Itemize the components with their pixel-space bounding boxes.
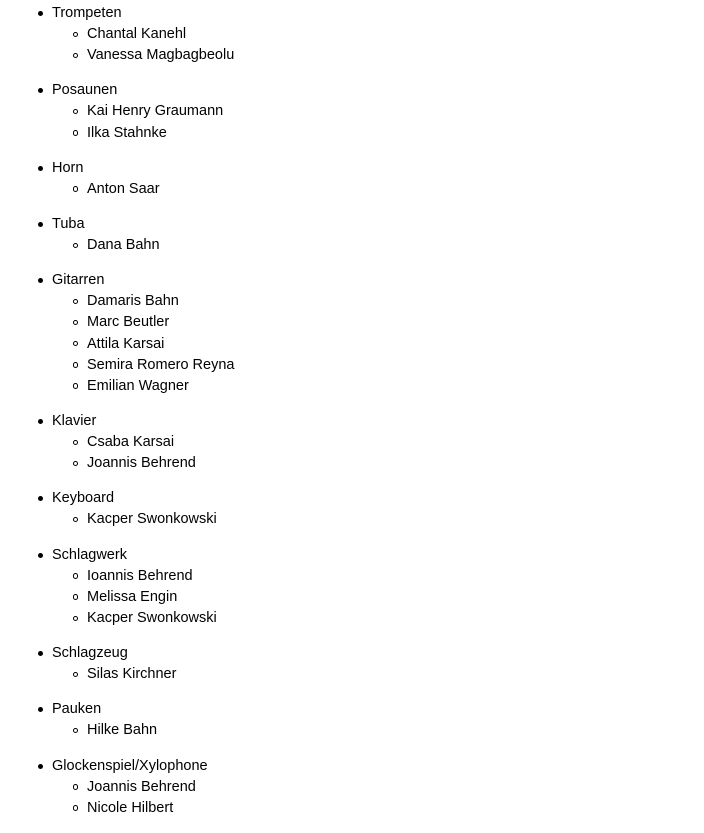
section-label: Pauken xyxy=(52,701,102,718)
member-name: Chantal Kanehl xyxy=(87,26,187,42)
member-name: Nicole Hilbert xyxy=(87,799,174,816)
member-item xyxy=(87,123,704,144)
section-label: Tuba xyxy=(52,215,85,232)
instrument-section xyxy=(52,699,704,741)
disc-bullet-icon xyxy=(38,11,43,16)
member-name: Hilke Bahn xyxy=(87,722,158,739)
member-item xyxy=(87,777,704,798)
member-item xyxy=(87,312,704,333)
circle-bullet-icon xyxy=(73,573,78,578)
circle-bullet-icon xyxy=(73,243,78,248)
member-item xyxy=(87,291,704,312)
section-label: Horn xyxy=(52,159,84,176)
instrument-section xyxy=(52,3,704,66)
instrument-section-list xyxy=(0,3,704,819)
member-name: Silas Kirchner xyxy=(87,666,177,683)
member-item xyxy=(87,376,704,397)
circle-bullet-icon xyxy=(73,362,78,367)
member-name: Joannis Behrend xyxy=(87,778,196,795)
member-name: Kacper Swonkowski xyxy=(87,610,217,626)
disc-bullet-icon xyxy=(38,278,43,283)
member-name: Dana Bahn xyxy=(87,236,160,253)
member-item xyxy=(87,432,704,453)
member-item xyxy=(87,24,704,45)
circle-bullet-icon xyxy=(73,594,78,599)
member-item xyxy=(87,664,704,685)
circle-bullet-icon xyxy=(73,299,78,304)
circle-bullet-icon xyxy=(73,728,78,733)
member-name: Melissa Engin xyxy=(87,588,178,605)
member-name: Emilian Wagner xyxy=(87,377,189,394)
section-label: Trompeten xyxy=(52,5,122,21)
instrument-section xyxy=(52,411,704,474)
member-item xyxy=(87,566,704,587)
section-label: Glockenspiel/Xylophone xyxy=(52,757,208,774)
member-item xyxy=(87,453,704,474)
circle-bullet-icon xyxy=(73,130,78,135)
section-label: Schlagzeug xyxy=(52,645,128,662)
member-name: Ilka Stahnke xyxy=(87,124,167,141)
circle-bullet-icon xyxy=(73,672,78,677)
instrument-section xyxy=(52,214,704,256)
member-item xyxy=(87,798,704,819)
disc-bullet-icon xyxy=(38,764,43,769)
member-item xyxy=(87,101,704,122)
circle-bullet-icon xyxy=(73,320,78,325)
instrument-section xyxy=(52,545,704,630)
circle-bullet-icon xyxy=(73,616,78,621)
member-item xyxy=(87,587,704,608)
member-list xyxy=(52,24,704,66)
member-list xyxy=(52,291,704,397)
member-list xyxy=(52,777,704,819)
disc-bullet-icon xyxy=(38,222,43,227)
member-name: Ioannis Behrend xyxy=(87,567,193,584)
member-item xyxy=(87,509,704,530)
member-name: Damaris Bahn xyxy=(87,293,179,310)
section-label: Klavier xyxy=(52,413,97,430)
disc-bullet-icon xyxy=(38,496,43,501)
circle-bullet-icon xyxy=(73,461,78,466)
member-list xyxy=(52,101,704,143)
section-label: Keyboard xyxy=(52,490,115,507)
member-list xyxy=(52,664,704,685)
instrument-section xyxy=(52,756,704,819)
section-label: Posaunen xyxy=(52,82,118,99)
section-label: Gitarren xyxy=(52,272,105,289)
member-list xyxy=(52,179,704,200)
instrument-section xyxy=(52,270,704,397)
member-list xyxy=(52,720,704,741)
disc-bullet-icon xyxy=(38,553,43,558)
member-item xyxy=(87,45,704,66)
disc-bullet-icon xyxy=(38,166,43,171)
member-list xyxy=(52,235,704,256)
member-list xyxy=(52,566,704,630)
disc-bullet-icon xyxy=(38,651,43,656)
member-item xyxy=(87,235,704,256)
instrument-section xyxy=(52,643,704,685)
circle-bullet-icon xyxy=(73,383,78,388)
member-item xyxy=(87,608,704,629)
disc-bullet-icon xyxy=(38,707,43,712)
circle-bullet-icon xyxy=(73,109,78,114)
member-name: Joannis Behrend xyxy=(87,455,196,472)
member-item xyxy=(87,355,704,376)
member-name: Semira Romero Reyna xyxy=(87,356,235,373)
circle-bullet-icon xyxy=(73,341,78,346)
member-list xyxy=(52,432,704,474)
instrument-section xyxy=(52,158,704,200)
circle-bullet-icon xyxy=(73,186,78,191)
circle-bullet-icon xyxy=(73,53,78,58)
member-item xyxy=(87,334,704,355)
circle-bullet-icon xyxy=(73,517,78,522)
member-name: Kai Henry Graumann xyxy=(87,103,224,120)
instrument-section xyxy=(52,80,704,143)
member-item xyxy=(87,179,704,200)
circle-bullet-icon xyxy=(73,440,78,445)
instrument-section xyxy=(52,488,704,530)
member-name: Attila Karsai xyxy=(87,335,165,352)
member-name: Vanessa Magbagbeolu xyxy=(87,47,235,64)
member-name: Anton Saar xyxy=(87,180,160,197)
section-label: Schlagwerk xyxy=(52,546,127,563)
disc-bullet-icon xyxy=(38,419,43,424)
member-item xyxy=(87,720,704,741)
member-name: Csaba Karsai xyxy=(87,434,175,451)
member-name: Marc Beutler xyxy=(87,314,170,331)
circle-bullet-icon xyxy=(73,32,78,37)
circle-bullet-icon xyxy=(73,805,78,810)
disc-bullet-icon xyxy=(38,88,43,93)
member-list xyxy=(52,509,704,530)
member-name: Kacper Swonkowski xyxy=(87,511,217,528)
circle-bullet-icon xyxy=(73,784,78,789)
